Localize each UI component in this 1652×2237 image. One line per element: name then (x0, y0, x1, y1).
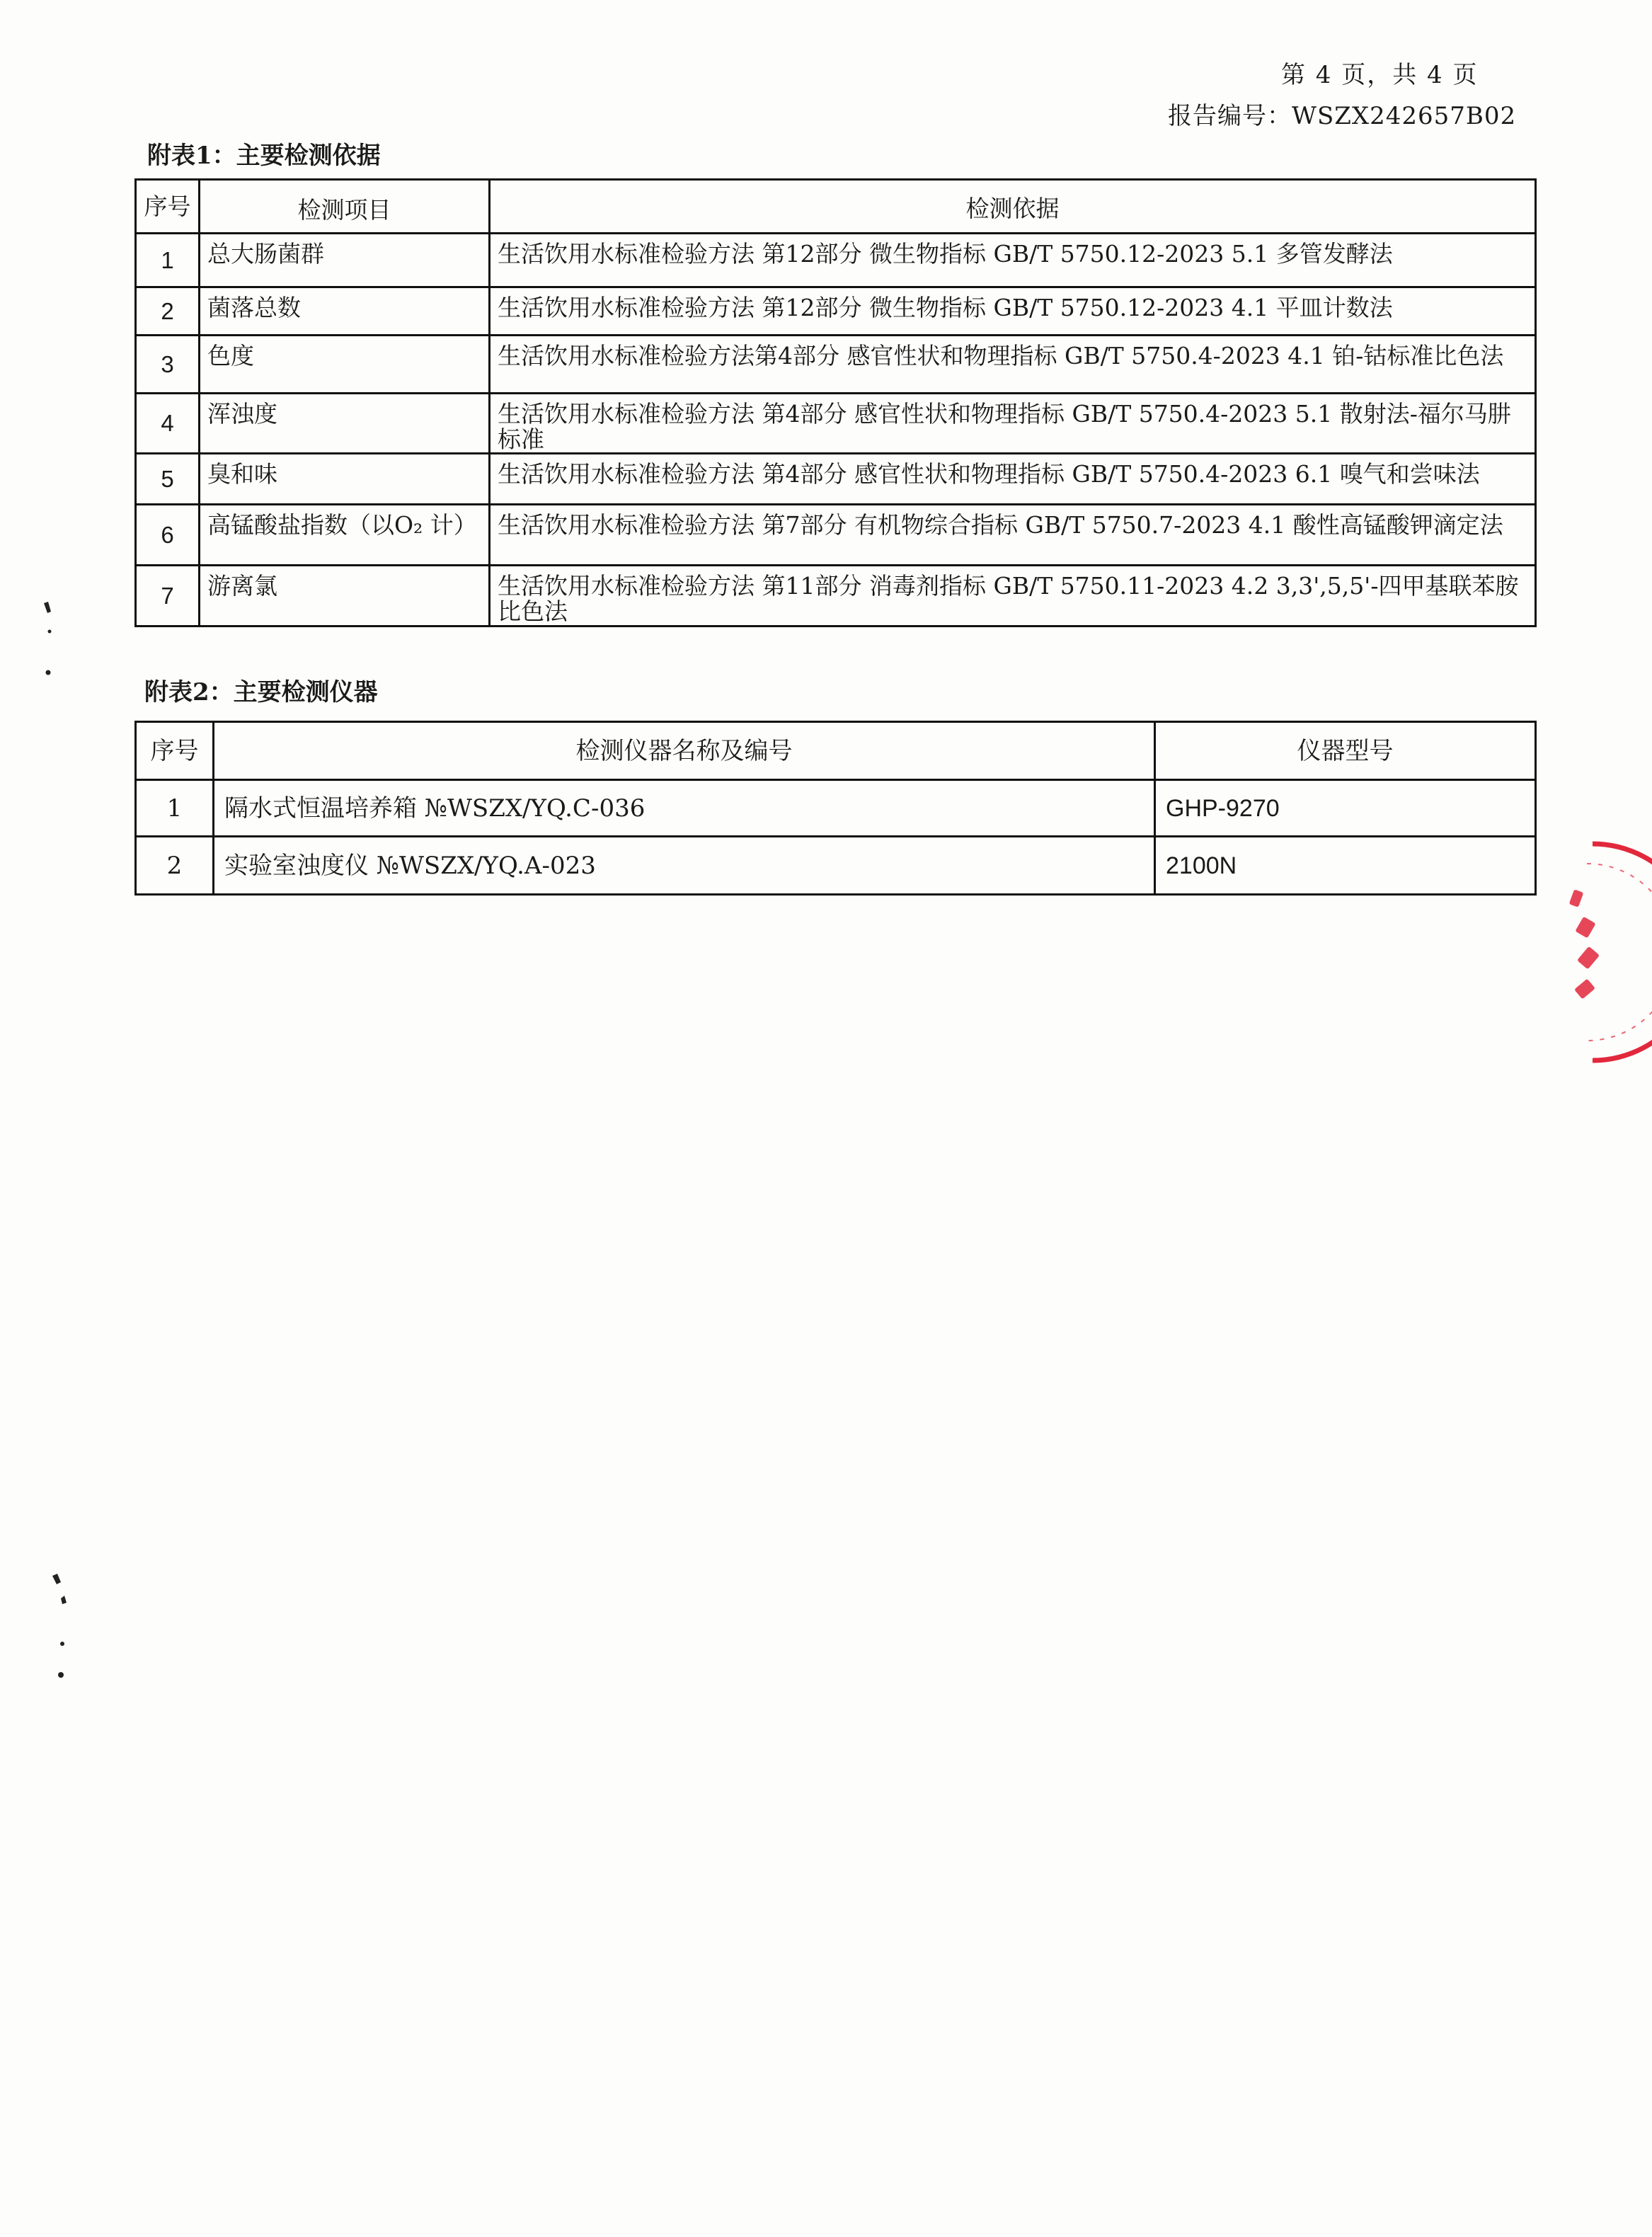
row-no: 1 (136, 780, 214, 837)
table-header-row (136, 180, 1536, 234)
row-item: 浑浊度 (200, 394, 490, 454)
row-basis: 生活饮用水标准检验方法 第12部分 微生物指标 GB/T 5750.12-2023 4.1 平皿计数法 (490, 287, 1536, 336)
table-row (136, 454, 1536, 505)
header-no: 序号 (136, 722, 214, 780)
row-no: 2 (136, 837, 214, 895)
header-item: 检测项目 (200, 180, 490, 234)
row-instrument-model: GHP-9270 (1155, 780, 1536, 837)
row-no: 2 (136, 287, 200, 336)
header-instrument-model: 仪器型号 (1155, 722, 1536, 780)
row-item: 高锰酸盐指数（以O₂ 计） (200, 505, 490, 566)
row-item: 臭和味 (200, 454, 490, 505)
instrument-table (134, 721, 1537, 896)
table-row (136, 566, 1536, 627)
report-number: 报告编号：WSZX242657B02 (1168, 102, 1517, 130)
row-item: 菌落总数 (200, 287, 490, 336)
row-no: 3 (136, 336, 200, 394)
table-row (136, 336, 1536, 394)
row-no: 4 (136, 394, 200, 454)
row-instrument-name: 实验室浊度仪 №WSZX/YQ.A-023 (214, 837, 1155, 895)
table1-title: 附表1：主要检测依据 (147, 142, 381, 170)
row-no: 6 (136, 505, 200, 566)
row-item: 色度 (200, 336, 490, 394)
page-number: 第 4 页，共 4 页 (1281, 61, 1479, 89)
row-item: 总大肠菌群 (200, 234, 490, 287)
row-item: 游离氯 (200, 566, 490, 627)
row-basis: 生活饮用水标准检验方法 第4部分 感官性状和物理指标 GB/T 5750.4-2023 6.1 嗅气和尝味法 (490, 454, 1536, 505)
row-no: 5 (136, 454, 200, 505)
row-basis: 生活饮用水标准检验方法 第11部分 消毒剂指标 GB/T 5750.11-2023 4.2 3,3',5,5'-四甲基联苯胺比色法 (490, 566, 1536, 627)
header-no: 序号 (136, 180, 200, 234)
row-basis: 生活饮用水标准检验方法 第4部分 感官性状和物理指标 GB/T 5750.4-2023 5.1 散射法-福尔马肼标准 (490, 394, 1536, 454)
row-instrument-name: 隔水式恒温培养箱 №WSZX/YQ.C-036 (214, 780, 1155, 837)
row-basis: 生活饮用水标准检验方法 第12部分 微生物指标 GB/T 5750.12-2023 5.1 多管发酵法 (490, 234, 1536, 287)
table-header-row (136, 722, 1536, 780)
header-instrument-name: 检测仪器名称及编号 (214, 722, 1155, 780)
row-instrument-model: 2100N (1155, 837, 1536, 895)
header-basis: 检测依据 (490, 180, 1536, 234)
table-row (136, 780, 1536, 837)
row-basis: 生活饮用水标准检验方法第4部分 感官性状和物理指标 GB/T 5750.4-2023 4.1 铂-钴标准比色法 (490, 336, 1536, 394)
table-row (136, 505, 1536, 566)
scan-specks (0, 0, 85, 1699)
table-row (136, 287, 1536, 336)
seal-stamp (1550, 835, 1652, 1069)
row-basis: 生活饮用水标准检验方法 第7部分 有机物综合指标 GB/T 5750.7-2023 4.1 酸性高锰酸钾滴定法 (490, 505, 1536, 566)
table2-title: 附表2：主要检测仪器 (144, 678, 378, 706)
table-row (136, 837, 1536, 895)
table-row (136, 234, 1536, 287)
row-no: 1 (136, 234, 200, 287)
row-no: 7 (136, 566, 200, 627)
table-row (136, 394, 1536, 454)
test-basis-table (134, 178, 1537, 627)
